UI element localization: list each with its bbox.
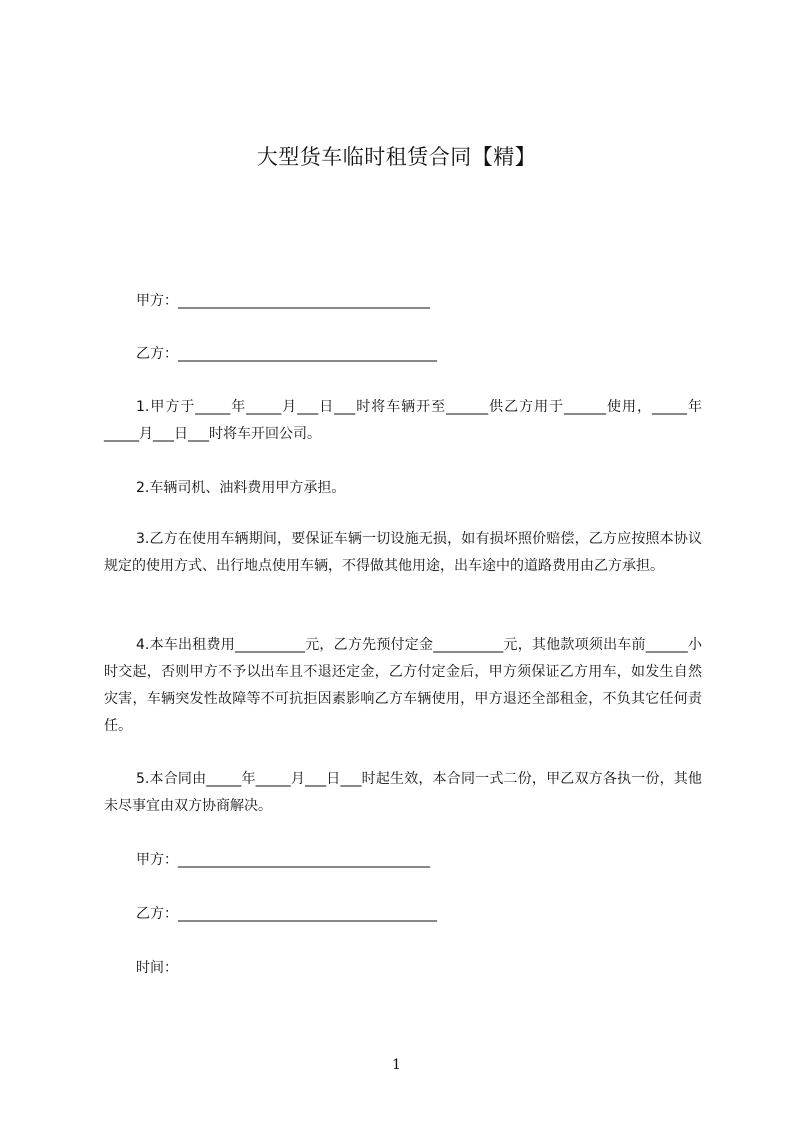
document-title: 大型货车临时租赁合同【精】 (256, 145, 537, 169)
footer-party-a-line: 甲方：____________________________________ (136, 852, 430, 868)
page-number: 1 (392, 1057, 401, 1073)
clause-4 (104, 632, 702, 740)
header-party-a-line: 甲方：____________________________________ (136, 293, 430, 309)
clause-2 (104, 475, 702, 502)
clause-3-text: 3.乙方在使用车辆期间，要保证车辆一切设施无损，如有损坏照价赔偿，乙方应按照本协议规定的使用方式、出行地点使用车辆，不得做其他用途，出车途中的道路费用由乙方承担。 (104, 531, 702, 574)
footer-time-line: 时间： (136, 960, 178, 976)
header-party-b-line: 乙方：_____________________________________ (136, 346, 437, 362)
clause-1 (104, 394, 702, 448)
clause-2-text: 2.车辆司机、油料费用甲方承担。 (136, 480, 346, 496)
clause-5 (104, 766, 702, 820)
clause-1-text: 1.甲方于_____年_____月___日___时将车辆开至______供乙方用于______使用，_____年_____月___日___时将车开回公司。 (104, 399, 702, 442)
clause-4-text: 4.本车出租费用__________元，乙方先预付定金__________元，其他款项须出车前______小时交起，否则甲方不予以出车且不退还定金，乙方付定金后，甲方须保证乙方用车，如发生自然灾害，车辆突发性故障等不可抗拒因素影响乙方车辆使用，甲方退还全部租金，不负其它任何责任。 (104, 637, 702, 734)
footer-party-b-line: 乙方：_____________________________________ (136, 906, 437, 922)
clause-5-text: 5.本合同由_____年_____月___日___时起生效，本合同一式二份，甲乙双方各执一份，其他未尽事宜由双方协商解决。 (104, 771, 702, 814)
clause-3 (104, 526, 702, 580)
